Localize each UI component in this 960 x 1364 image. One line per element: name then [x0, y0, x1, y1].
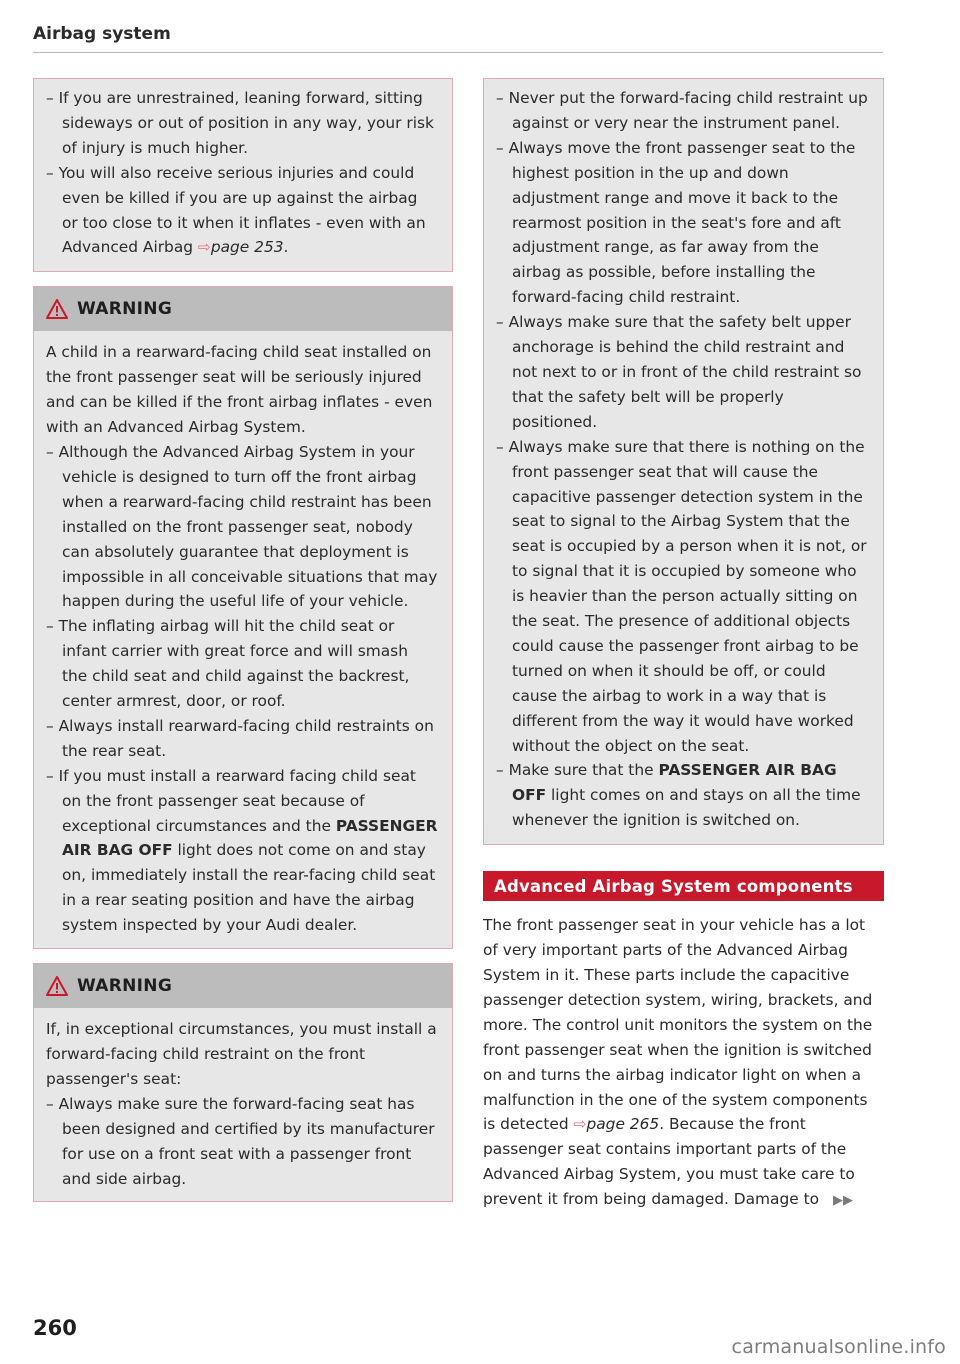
warning-box-forward [33, 963, 453, 1202]
arrow-right-icon: ⇨ [197, 238, 211, 257]
body-text: . Because the front passenger seat contains important parts of the Advanced Airbag System, you must take care to prevent it from being damaged. Damage to [483, 1115, 855, 1209]
left-column [33, 78, 453, 1202]
list-item [46, 764, 438, 938]
warning-body [34, 331, 452, 948]
warning-header [34, 287, 452, 331]
page-header-title: Airbag system [33, 24, 171, 44]
list-item: – If you are unrestrained, leaning forward, sitting sideways or out of position in any way, your risk of injury is much higher. [46, 89, 434, 157]
warning-triangle-icon [46, 299, 68, 319]
list-item: – Although the Advanced Airbag System in your vehicle is designed to turn off the front airbag when a rearward-facing child restraint has been installed on the front passenger seat, nobody can absolutely guarantee that deployment is impossible in all conceivable situations that may happen during the useful life of your vehicle. [46, 442, 438, 611]
list-item: – Always make sure that there is nothing on the front passenger seat that will cause the capacitive passenger detection system in the seat to signal to the Airbag System that the seat is occupied by a person when it is not, or to signal that it is occupied by someone who is heavier than the person actually sitting on the seat. The presence of additional objects could cause the passenger front airbag to be turned on when it should be off, or could cause the airbag to work in a way that is different from the way it would have worked without the object on the seat. [496, 437, 867, 755]
section-title: Advanced Airbag System components [483, 871, 884, 901]
body-text: The front passenger seat in your vehicle has a lot of very important parts of the Advanced Airbag System in it. These parts include the capacitive passenger detection system, wiring, brackets, and more. The control unit monitors the system on the front passenger seat when the ignition is switched on and turns the airbag indicator light on when a malfunction in the one of the system components is detected [483, 916, 873, 1134]
list-item: – The inflating airbag will hit the child seat or infant carrier with great force and will smash the child seat and child against the backrest, center armrest, door, or roof. [46, 617, 410, 711]
list-item-text: – If you must install a rearward facing child seat on the front passenger seat because of exceptional circumstances and the [46, 766, 416, 835]
warning-box-rearward [33, 286, 453, 949]
warning-triangle-icon [46, 976, 68, 996]
warning-body [34, 1008, 452, 1201]
intro-box [33, 78, 453, 272]
list-item: – Always make sure the forward-facing seat has been designed and certified by its manufacturer for use on a front seat with a passenger front and side airbag. [46, 1094, 435, 1188]
list-item-text: light does not come on and stay on, immediately install the rear-facing child seat in a rear seating position and have the airbag system inspected by your Audi dealer. [62, 841, 436, 935]
list-item-text: – You will also receive serious injuries and could even be killed if you are up against the airbag or too close to it when it inflates - even with an Advanced Airbag [46, 163, 426, 257]
section-body-paragraph [483, 913, 884, 1214]
list-item: – Always install rearward-facing child restraints on the rear seat. [46, 716, 434, 760]
warning-lead-text: A child in a rearward-facing child seat installed on the front passenger seat will be seriously injured and can be killed if the front airbag inflates - even with an Advanced Airbag System. [46, 343, 433, 437]
page-number: 260 [33, 1316, 77, 1340]
list-item: – You will also receive serious injuries and could even be killed if you are up against the airbag or too close to it when it inflates - even with an Advanced Airbag ⇨page 253. [46, 163, 426, 257]
warning-continued-box [483, 78, 884, 845]
indicator-light-name: PASSENGER AIR BAG OFF [512, 761, 837, 805]
indicator-light-name: PASSENGER AIR BAG OFF [62, 816, 438, 860]
list-item: – Always move the front passenger seat to the highest position in the up and down adjustment range and move it back to the rearmost position in the seat's fore and aft adjustment range, as far away from the airbag as possible, before installing the forward-facing child restraint. [496, 138, 856, 307]
watermark: carmanualsonline.info [731, 1336, 946, 1358]
page-reference-link[interactable]: page 253 [210, 238, 284, 257]
list-item-text: light comes on and stays on all the time whenever the ignition is switched on. [512, 786, 861, 830]
list-item-text: – Make sure that the [496, 761, 659, 780]
arrow-right-icon: ⇨ [573, 1115, 587, 1134]
warning-title: WARNING [77, 976, 173, 997]
right-column [483, 78, 884, 1214]
warning-header [34, 964, 452, 1008]
page-reference-link[interactable]: page 265 [586, 1115, 660, 1134]
list-item [496, 758, 869, 833]
list-item: – Never put the forward-facing child restraint up against or very near the instrument panel. [496, 89, 868, 132]
list-item: – Always make sure that the safety belt upper anchorage is behind the child restraint and not next to or in front of the child restraint so that the safety belt will be properly positioned. [496, 313, 862, 431]
warning-lead-text: If, in exceptional circumstances, you must install a forward-facing child restraint on the front passenger's seat: [46, 1020, 437, 1088]
continue-arrow-icon: ▶▶ [833, 1193, 854, 1209]
warning-title: WARNING [77, 299, 173, 320]
header-divider [33, 52, 883, 53]
